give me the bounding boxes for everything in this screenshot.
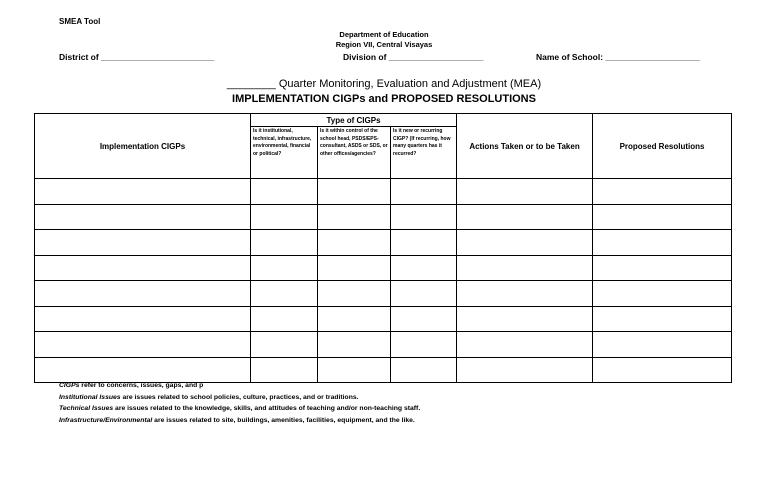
table-cell[interactable] [35,332,251,358]
footnote-line [59,405,420,412]
form-subtitle: IMPLEMENTATION CIGPs and PROPOSED RESOLUTIONS [232,93,536,105]
form-title: ________ Quarter Monitoring, Evaluation and Adjustment (MEA) [226,78,542,90]
table-row [35,357,732,383]
table-cell[interactable] [457,332,593,358]
footnote-term: Technical Issues [59,405,114,412]
table-cell[interactable] [391,230,457,256]
col-type-control: Is it within control of the school head, PSDS/EPS-consultant, ASDS or SDS, or other offices/agencies? [318,127,391,179]
table-cell[interactable] [251,306,318,332]
table-row [35,255,732,281]
table-cell[interactable] [318,204,391,230]
col-type-of-cigps: Type of CIGPs [251,114,457,127]
table-cell[interactable] [318,357,391,383]
table-row [35,179,732,205]
table-cell[interactable] [593,230,732,256]
table-cell[interactable] [251,357,318,383]
table-row [35,230,732,256]
school-field-label: Name of School: ____________________ [536,52,700,62]
table-cell[interactable] [35,357,251,383]
table-cell[interactable] [593,281,732,307]
col-actions-taken: Actions Taken or to be Taken [457,114,593,179]
cigp-table [34,113,732,383]
table-cell[interactable] [457,281,593,307]
footnote-term: Institutional Issues [59,393,121,401]
footnote-term: CIGPs [59,382,80,389]
table-cell[interactable] [318,332,391,358]
footnote-term: Infrastructure/Environmental [59,416,153,424]
table-cell[interactable] [593,204,732,230]
department-heading [0,30,768,50]
region-name: Region VII, Central Visayas [335,40,433,49]
department-name: Department of Education [339,30,429,39]
table-cell[interactable] [593,357,732,383]
table-cell[interactable] [457,179,593,205]
table-cell[interactable] [318,179,391,205]
table-cell[interactable] [251,179,318,205]
table-cell[interactable] [251,204,318,230]
table-cell[interactable] [457,230,593,256]
footnote-text: refer to concerns, issues, gaps, and p [79,382,204,389]
footnote-line [59,382,203,389]
table-row [35,332,732,358]
col-proposed-resolutions: Proposed Resolutions [593,114,732,179]
footnote-text: are issues related to school policies, culture, practices, and or traditions. [120,393,359,401]
table-cell[interactable] [35,230,251,256]
table-cell[interactable] [251,255,318,281]
division-field-label: Division of ____________________ [343,52,484,62]
tool-label: SMEA Tool [59,17,101,26]
footnote-line [59,394,359,401]
table-cell[interactable] [391,179,457,205]
table-cell[interactable] [251,281,318,307]
table-cell[interactable] [391,306,457,332]
table-cell[interactable] [457,204,593,230]
table-cell[interactable] [35,204,251,230]
table-cell[interactable] [593,255,732,281]
footnote-line [59,417,415,424]
table-row [35,306,732,332]
table-cell[interactable] [318,230,391,256]
table-cell[interactable] [593,332,732,358]
district-field-label: District of ________________________ [59,52,215,62]
table-row [35,281,732,307]
table-cell[interactable] [35,179,251,205]
table-cell[interactable] [35,255,251,281]
table-cell[interactable] [391,255,457,281]
table-cell[interactable] [593,306,732,332]
table-cell[interactable] [457,306,593,332]
table-cell[interactable] [35,306,251,332]
table-cell[interactable] [391,332,457,358]
table-cell[interactable] [457,357,593,383]
col-implementation-cigps: Implementation CIGPs [35,114,251,179]
table-cell[interactable] [391,204,457,230]
col-type-nature: Is it institutional, technical, infrastructure, environmental, financial or political? [251,127,318,179]
table-cell[interactable] [318,306,391,332]
table-cell[interactable] [251,332,318,358]
table-cell[interactable] [35,281,251,307]
footnote-text: are issues related to site, buildings, amenities, facilities, equipment, and the like. [152,416,415,424]
col-type-recurrence: Is it new or recurring CIGP? (If recurring, how many quarters has it recurred? [391,127,457,179]
table-cell[interactable] [593,179,732,205]
table-cell[interactable] [391,357,457,383]
table-cell[interactable] [391,281,457,307]
table-cell[interactable] [457,255,593,281]
table-cell[interactable] [251,230,318,256]
footnote-text: are issues related to the knowledge, skills, and attitudes of teaching and/or non-teaching staff. [113,405,421,412]
table-cell[interactable] [318,281,391,307]
table-row [35,204,732,230]
table-cell[interactable] [318,255,391,281]
